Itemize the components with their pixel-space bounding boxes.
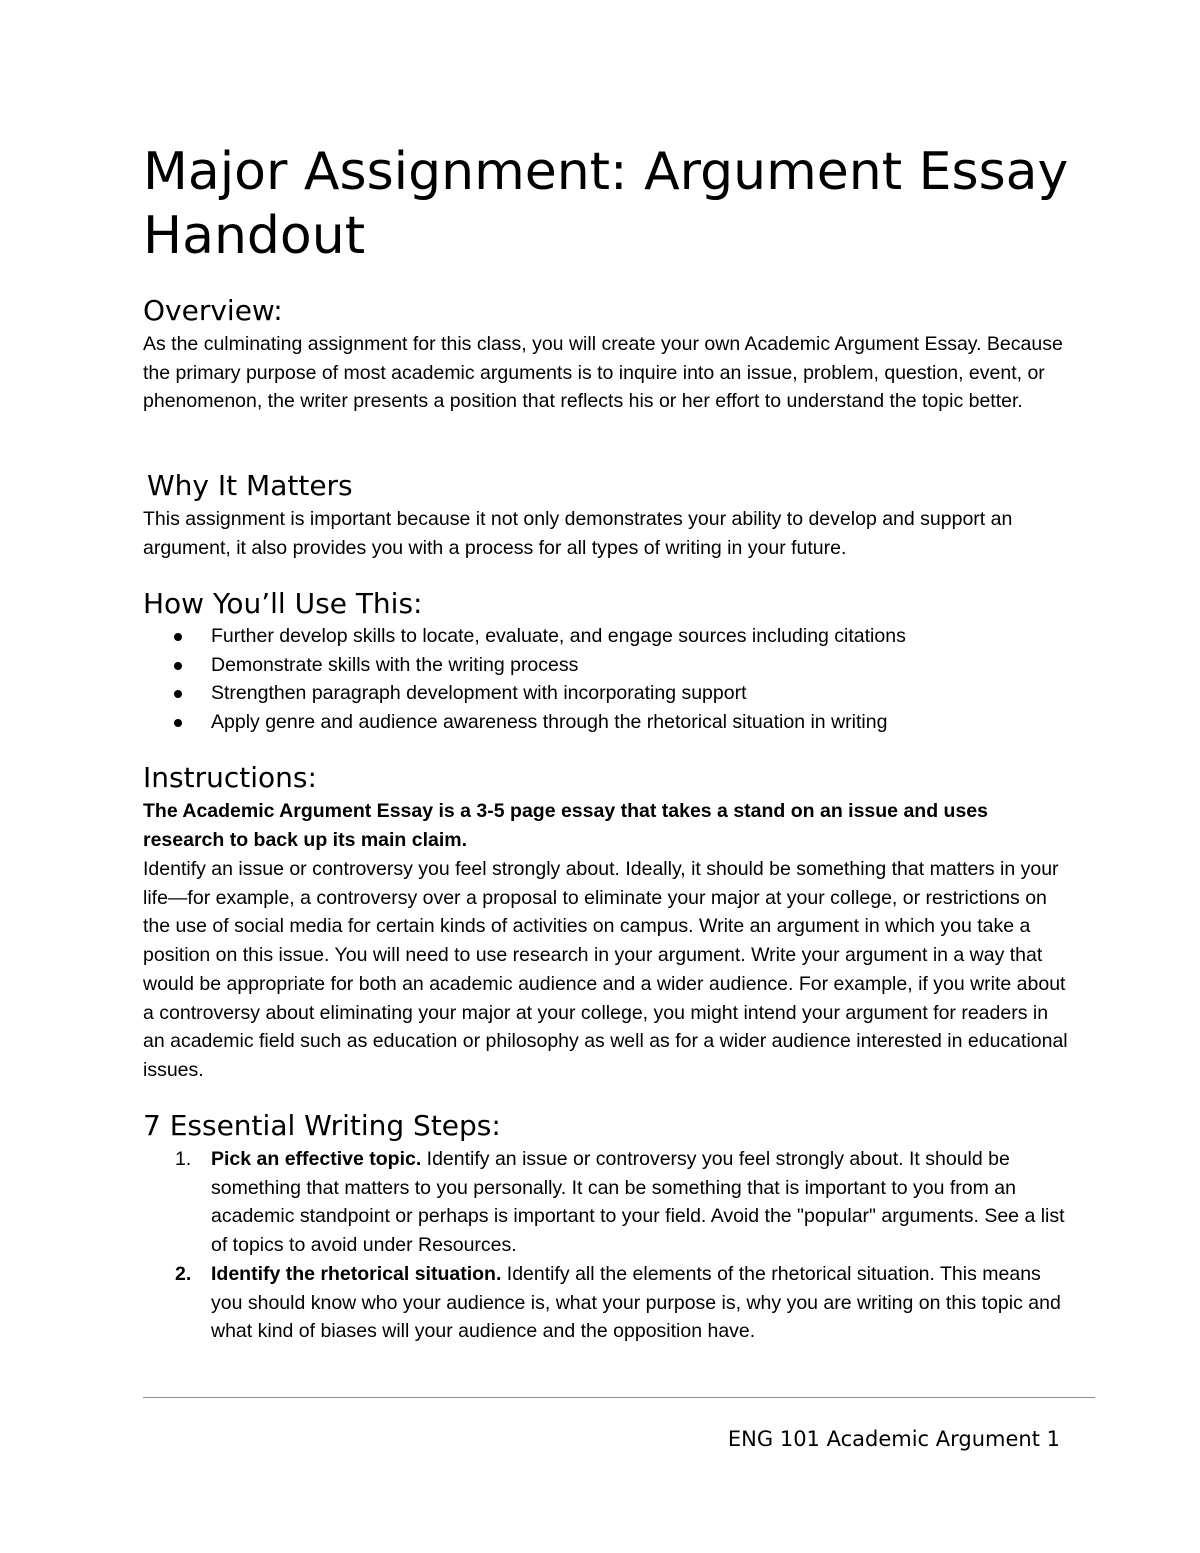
step-lead: Pick an effective topic. <box>211 1148 422 1170</box>
step-text: Identify all the elements of the rhetorical situation. This means you should know who your audience is, what your purpose is, why you are writing on this topic and what kind of biases will your audience and the opposition have. <box>211 1262 1061 1343</box>
overview-paragraph: As the culminating assignment for this class, you will create your own Academic Argument Essay. Because the primary purpose of most academic arguments is to inquire into an issue, problem, question, event, or phenomenon, the writer presents a position that reflects his or her effort to understand the topic better. <box>143 333 1063 413</box>
how-use-heading: How You’ll Use This: <box>143 587 423 620</box>
list-item: Further develop skills to locate, evaluate, and engage sources including citations <box>143 622 1073 651</box>
page-footer: ENG 101 Academic Argument 1 <box>727 1427 1060 1451</box>
step-lead: Identify the rhetorical situation. <box>211 1262 502 1285</box>
footer-divider <box>143 1397 1095 1398</box>
bullet-icon <box>174 662 182 670</box>
list-item: Demonstrate skills with the writing process <box>143 651 1073 680</box>
bullet-icon <box>174 719 182 727</box>
overview-heading: Overview: <box>143 294 283 327</box>
how-use-list <box>143 622 1073 737</box>
why-it-matters-paragraph: This assignment is important because it not only demonstrates your ability to develop and support an argument, it also provides you with a process for all types of writing in your future. <box>143 508 1013 559</box>
list-item: Apply genre and audience awareness through the rhetorical situation in writing <box>143 708 1073 737</box>
steps-list <box>143 1145 1073 1346</box>
step-text: Identify an issue or controversy you feel strongly about. It should be something that matters to you personally. It can be something that is important to you from an academic standpoint or perhaps is important to your field. Avoid the "popular" arguments. See a list of topics to avoid under Resources. <box>211 1148 1065 1257</box>
instructions-paragraph: Identify an issue or controversy you feel strongly about. Ideally, it should be something that matters in your life—for example, a controversy over a proposal to eliminate your major at your college, or restrictions on the use of social media for certain kinds of activities on campus. Write an argument in which you take a position on this issue. You will need to use research in your argument. Write your argument in a way that would be appropriate for both an academic audience and a wider audience. For example, if you write about a controversy about eliminating your major at your college, you might intend your argument for readers in an academic field such as education or philosophy as well as for a wider audience interested in educational issues. <box>143 858 1068 1081</box>
instructions-heading: Instructions: <box>143 761 317 794</box>
list-item: Strengthen paragraph development with incorporating support <box>143 679 1073 708</box>
list-item <box>143 1260 1073 1346</box>
instructions-bold-intro: The Academic Argument Essay is a 3-5 page essay that takes a stand on an issue and uses research to back up its main claim. <box>143 800 988 851</box>
step-number: 1. <box>175 1148 192 1170</box>
bullet-icon <box>174 690 182 698</box>
step-number: 2. <box>175 1262 192 1285</box>
steps-heading: 7 Essential Writing Steps: <box>143 1109 501 1142</box>
list-item <box>143 1145 1073 1260</box>
document-title: Major Assignment: Argument Essay Handout <box>143 142 1069 266</box>
bullet-icon <box>174 633 182 641</box>
why-it-matters-heading: Why It Matters <box>147 469 353 502</box>
